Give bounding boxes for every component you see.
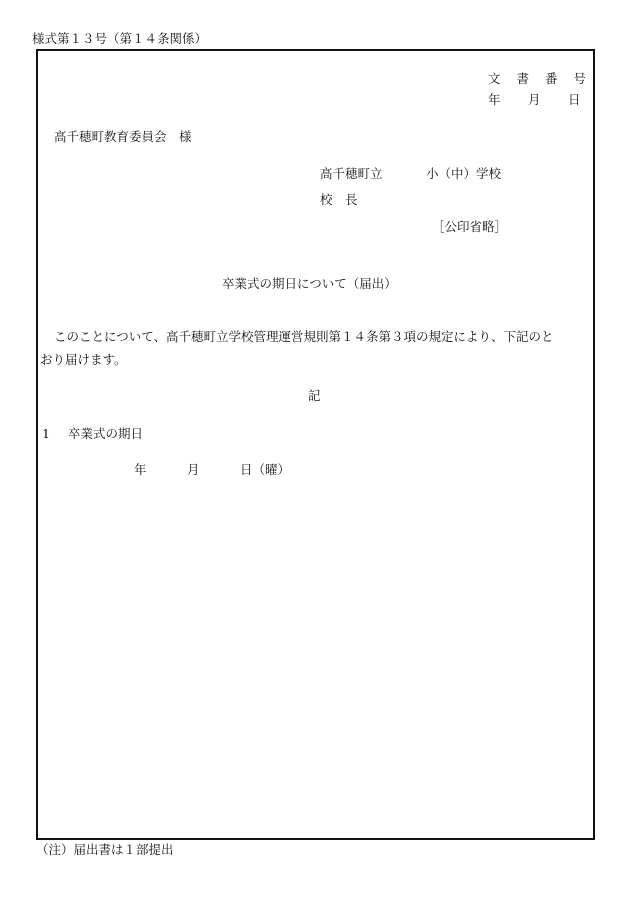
footnote: （注）届出書は１部提出 [36, 842, 174, 857]
ki-heading: 記 [308, 388, 321, 403]
date-year: 年 [488, 92, 501, 107]
item-number: 1 [42, 426, 50, 441]
date-month: 月 [528, 92, 541, 107]
sender-school: 小（中）学校 [426, 166, 502, 181]
seal-note: ［公印省略］ [432, 219, 508, 234]
ceremony-year: 年 [134, 462, 147, 477]
ceremony-day-weekday: 日（曜） [240, 462, 291, 477]
document-frame [36, 49, 595, 840]
addressee: 高千穂町教育委員会 様 [54, 129, 192, 144]
document-number-label: 文 書 番 号 [488, 71, 592, 86]
body-line-1: このことについて、高千穂町立学校管理運営規則第１４条第３項の規定により、下記のと [54, 329, 554, 344]
date-day: 日 [568, 92, 581, 107]
sender-principal: 校 長 [320, 192, 358, 207]
ceremony-month: 月 [187, 462, 200, 477]
body-line-2: おり届けます。 [40, 352, 127, 367]
sender-town: 高千穂町立 [320, 166, 383, 181]
item-label: 卒業式の期日 [68, 426, 144, 441]
subject-title: 卒業式の期日について（届出） [222, 276, 397, 291]
form-number: 様式第１３号（第１４条関係） [32, 31, 208, 46]
